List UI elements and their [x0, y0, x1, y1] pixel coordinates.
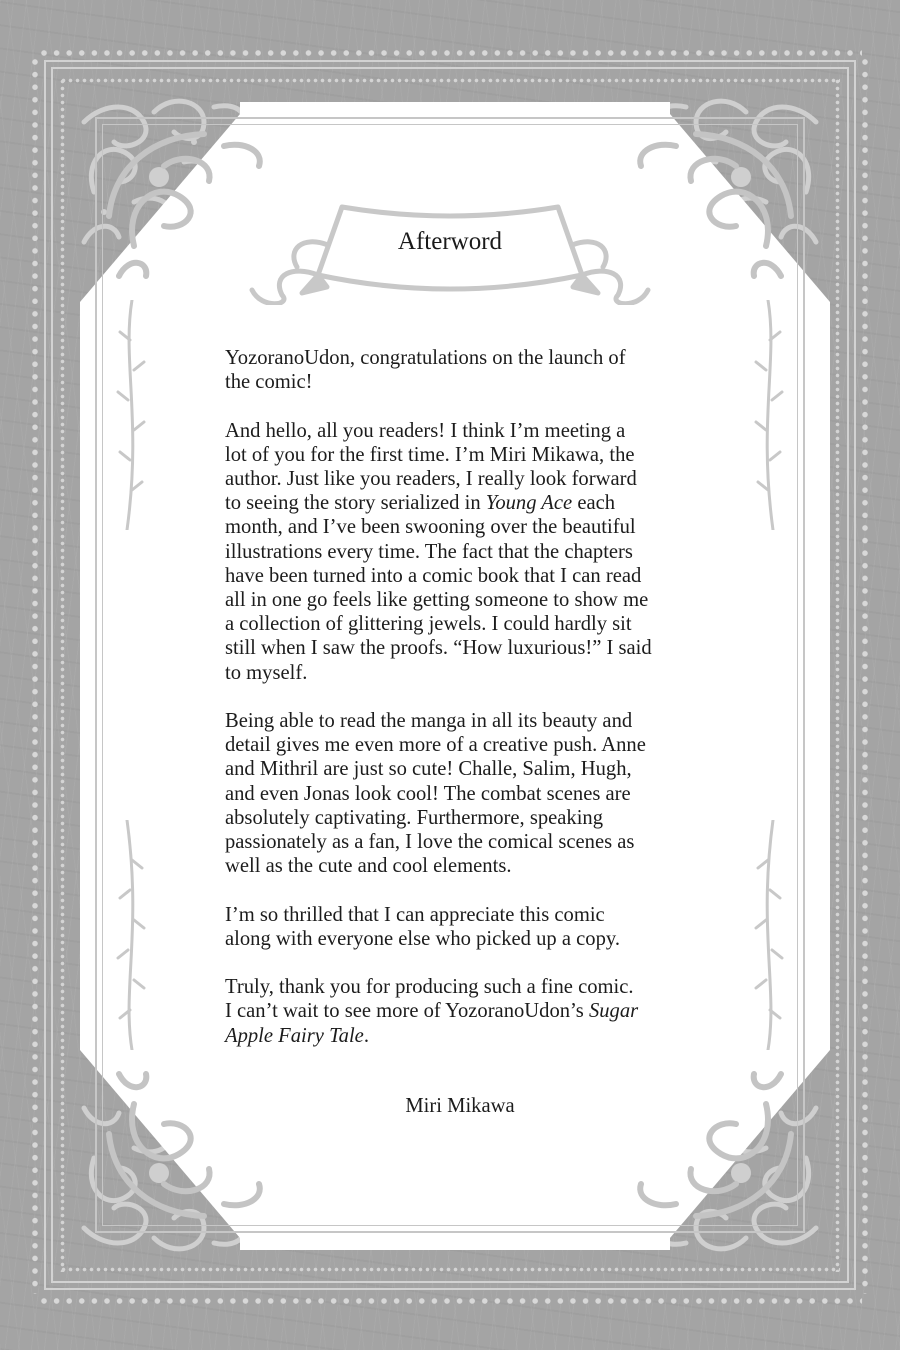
paragraph — [225, 903, 695, 951]
author-signature: Miri Mikawa — [405, 1095, 515, 1117]
panel-corner-flourish-icon — [626, 1054, 796, 1224]
paragraph-text: YozoranoUdon, congratulations on the launch of the comic! — [225, 347, 626, 394]
paragraph-text: each month, and I’ve been swooning over the beautiful illustrations every time. The fact that the chapters have been turned into a comic book that I can read all in one go feels like getting someone to show me a collection of glittering jewels. I could hardly sit still when I saw the proofs. “How luxurious!” I said to myself. — [225, 492, 652, 684]
lace-border-left — [30, 56, 40, 1294]
leaf-vine-icon — [112, 820, 152, 1050]
paragraph — [225, 419, 695, 685]
title-banner — [232, 195, 668, 305]
leaf-vine-icon — [748, 820, 788, 1050]
paragraph — [225, 346, 695, 394]
paragraph-text: Being able to read the manga in all its beauty and detail gives me even more of a creative push. Anne and Mithril are just so cute! Challe, Salim, Hugh, and even Jonas look cool! The combat scenes are absolutely captivating. Furthermore, speaking passionately as a fan, I love the comical scenes as well as the cute and cool elements. — [225, 710, 646, 878]
italic-title-text: Sugar Apple Fairy Tale — [225, 1000, 639, 1047]
page-title: Afterword — [397, 228, 503, 255]
paragraph — [225, 975, 695, 1048]
paragraph-text: Truly, thank you for producing such a fine comic. I can’t wait to see more of YozoranoUdon’s — [225, 976, 634, 1023]
leaf-vine-icon — [112, 300, 152, 530]
paragraph-text: . — [363, 1024, 369, 1047]
afterword-body — [225, 346, 695, 1072]
lace-border-top — [38, 46, 862, 56]
paragraph-text: I’m so thrilled that I can appreciate this comic along with everyone else who picked up a copy. — [225, 903, 620, 950]
lace-border-bottom — [38, 1294, 862, 1304]
italic-title-text: Young Ace — [485, 492, 573, 515]
paragraph-text: And hello, all you readers! I think I’m meeting a lot of you for the first time. I’m Miri Mikawa, the author. Just like you readers, I really look forward to seeing the story serialized in — [225, 419, 637, 515]
lace-border-right — [860, 56, 870, 1294]
panel-corner-flourish-icon — [104, 1054, 274, 1224]
paragraph — [225, 709, 695, 878]
leaf-vine-icon — [748, 300, 788, 530]
